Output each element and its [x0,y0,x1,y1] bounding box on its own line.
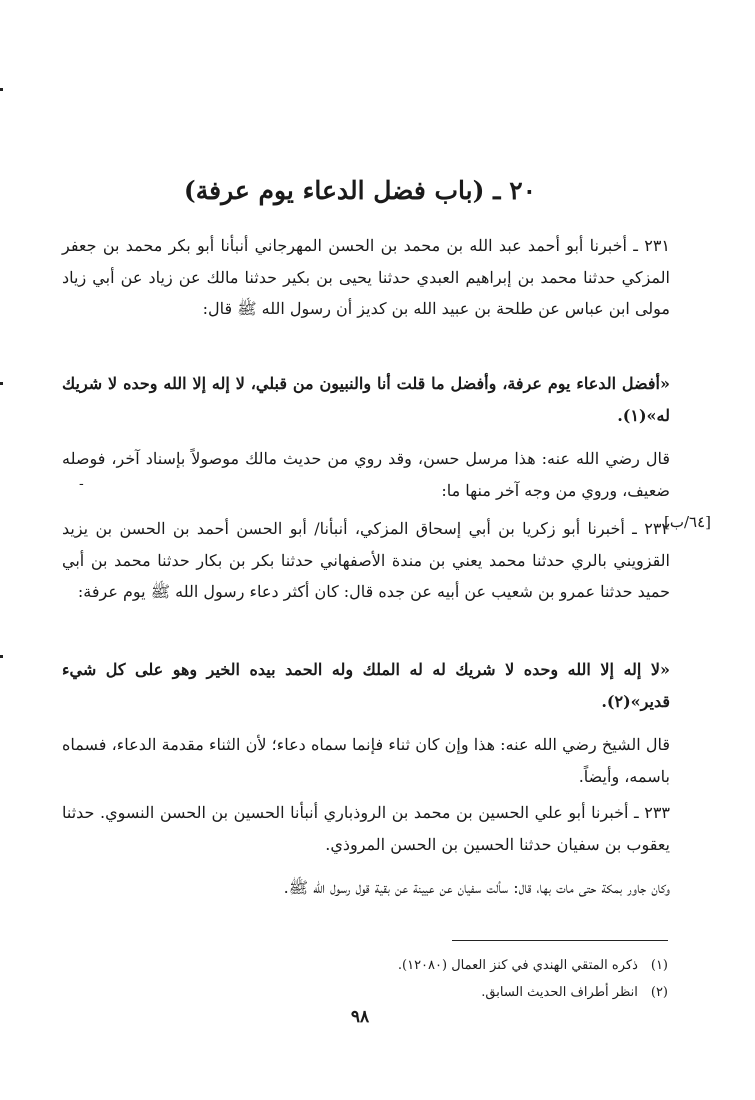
footnote-text: انظر أطراف الحديث السابق. [481,985,638,1000]
hadith-232-isnad: ٢٣٢ ـ أخبرنا أبو زكريا بن أبي إسحاق المزكي، أنبأنا/ أبو الحسن أحمد بن الحسن بن يزيد القزويني بالري حدثنا محمد يعني بن مندة الأصفهاني حدثنا بكر بن بكار حدثنا محمد بن أبي حميد حدثنا عمرو بن شعيب عن أبيه عن جده قال: كان أكثر دعاء رسول الله ﷺ يوم عرفة: [62,519,670,601]
page-number: ٩٨ [350,1007,370,1027]
stray-mark: - [79,476,84,492]
edge-mark [0,382,3,385]
author-comment-2: قال الشيخ رضي الله عنه: هذا وإن كان ثناء فإنما سماه دعاء؛ لأن الثناء مقدمة الدعاء، فسماه باسمه، وأيضاً. [62,735,670,786]
author-comment-1: قال رضي الله عنه: هذا مرسل حسن، وقد روي من حديث مالك موصولاً بإسناد آخر، فوصله ضعيف، وروي من وجه آخر منها ما: [62,449,670,500]
footnote-text: ذكره المتقي الهندي في كنز العمال (١٢٠٨٠). [397,958,638,973]
hadith-233-isnad: ٢٣٣ ـ أخبرنا أبو علي الحسين بن محمد بن الروذباري أنبأنا الحسين بن الحسن النسوي. حدثنا يعقوب بن سفيان حدثنا الحسين بن الحسن المروذي. [62,803,670,854]
footnote-number: (١) [650,958,668,973]
footnote-separator [452,940,668,941]
footnote-number: (٢) [650,985,668,1000]
hadith-233-text: وكان جاور بمكة حتى مات بها، قال: سألت سفيان عن عيينة عن بقية قول رسول الله ﷺ. [283,878,670,897]
manuscript-folio-marker: [٦٤/ب] [664,513,712,531]
edge-mark [0,655,3,658]
chapter-title: ٢٠ ـ (باب فضل الدعاء يوم عرفة) [183,176,537,205]
hadith-231-isnad: ٢٣١ ـ أخبرنا أبو أحمد عبد الله بن محمد بن الحسن المهرجاني أنبأنا أبو بكر محمد بن جعفر المزكي حدثنا محمد بن إبراهيم العبدي حدثنا يحيى بن بكير حدثنا مالك عن زياد عن أبي زياد مولى ابن عباس عن طلحة بن عبيد الله بن كديز أن رسول الله ﷺ قال: [62,236,670,318]
footnotes [62,952,668,1006]
hadith-231-text: «أفضل الدعاء يوم عرفة، وأفضل ما قلت أنا والنبيون من قبلي، لا إله إلا الله وحده لا شريك له»(١). [62,374,670,425]
hadith-232-text: «لا إله إلا الله وحده لا شريك له له الملك وله الحمد بيده الخير وهو على كل شيء قدير»(٢). [62,660,670,711]
footnote-item [62,979,668,1006]
footnote-item [62,952,668,979]
edge-mark [0,88,3,91]
